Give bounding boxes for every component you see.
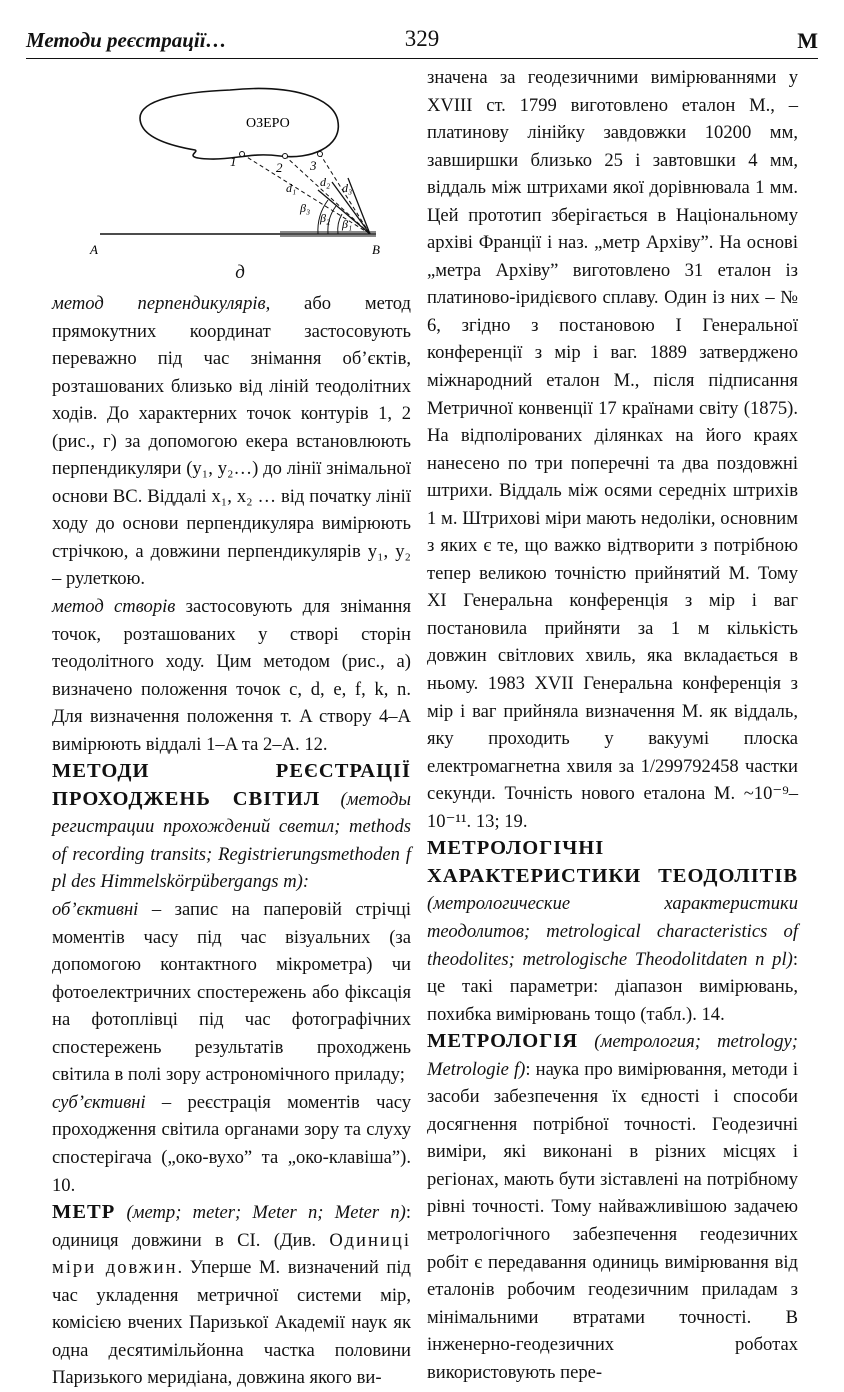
d1-label: d₁ [286,181,297,195]
running-head: Методи реєстрації… [26,28,227,52]
right-column [427,64,798,1386]
paragraph-subjective: суб’єктивні – реєстрація моментів часу проходження світила органами зору та слуху спостерігача („око-вухо” та „око-клавіша”). 10. [52,1091,411,1196]
point-a-label: A [90,242,98,257]
entry-metre: МЕТР (метр; meter; Meter n; Meter n): одиниця довжини в СІ. (Див. Одиниці міри довжин. Уперше М. визначений під час укладення метричної системи мір, комісією вчених Паризької Академії наук як одна десятимільйонна частка половини Паризького меридіана, довжина якого ви- [52,1201,411,1389]
entry-metrology: МЕТРОЛОГІЯ (метрология; metrology; Metrologie f): наука про вимірювання, методи і засоби забезпечення їх єдності і способи досягнення потрібної точності. Геодезичні виміри, які виконані в різних місцях і регіонах, мають бути зіставлені на потрібному рівні точності. Тому найважливішою задачею метрологічного забезпечення геодезичних робіт є передавання одиниць вимірювання від еталонів робочим геодезичним приладам з мінімальними втратами точності. В інженерно-геодезичних роботах використовують пере- [427,1030,798,1383]
page-number: 329 [404,26,440,51]
beta3-label: β₃ [300,201,311,215]
paragraph-metre-continued: значена за геодезичними вимірюваннями у XVIII ст. 1799 виготовлено еталон М., – платинову лінійку завдовжки 10200 мм, завширшки близько 25 і завтовшки 4 мм, віддаль між штрихами якої дорівнювала 1 мм. Цей прототип зберігається в Національному архіві Франції і наз. „метр Архіву”. На основі „метра Архіву” виготовлено 31 еталон із платиново-іридієвого сплаву. Один із них – № 6, згідно з постановою І Генеральної конференції з мір і ваг. 1889 затверджено міжнародний еталон М., після підписання Метричної конвенції 17 країнами світу (1875). На відполірованих ділянках на його краях нанесено по три поперечні та два поздовжні штрихи. Віддаль між осями середніх штрихів 1 м. Штрихові міри мають недоліки, основним з яких є те, що важко відтворити з потрібною тепер великою точністю прийнятий М. Тому XI Генеральна конференція з мір і ваг постановила прийняти за 1 м кількість довжин світлових хвиль, яка вкладається в ньому. 1983 XVII Генеральна конференція з мір і ваг прийняла визначення М. як віддаль, яку проходить у вакуумі плоска електромагнетна хвиля за 1/299792458 частки секунди. Точність нового еталона М. ~10⁻⁹–10⁻¹¹. 13; 19. [427,67,798,832]
point-2-label: 2 [276,160,283,175]
entry-metrological-characteristics: МЕТРОЛОГІЧНІ ХАРАКТЕРИСТИКИ ТЕОДОЛІТІВ (метрологические характеристики теодолитов; metrological characteristics of theodolites; metrologische Theodolitdaten n pl): це такі параметри: діапазон вимірювань, похибка вимірювань тощо (табл.). 14. [427,837,798,1025]
figure-d [80,82,400,292]
point-1-label: 1 [230,154,237,169]
d3-label: d₃ [342,181,353,195]
point-3-label: 3 [310,158,317,173]
entry-transit-registration: МЕТОДИ РЕЄСТРАЦІЇ ПРОХОДЖЕНЬ СВІТИЛ (методы регистрации прохождений светил; methods of recording transits; Registrierungsmethoden f pl des Himmelskörpübergangs m): [52,760,411,893]
paragraph-perpendicular-method: метод перпендикулярів, або метод прямокутних координат застосовують переважно під час знімання об’єктів, розташованих близько від ліній теодолітних ходів. До характерних точок контурів 1, 2 (рис., г) за допомогою екера встановлюють перпендикуляри (y₁, y₂…) до лінії знімальної основи BC. Віддалі x₁, x₂ … від початку лінії ходу до основи перпендикуляра вимірюють стрічкою, а довжини перпендикулярів y₁, y₂ – рулеткою. [52,293,411,590]
point-b-label: B [372,242,380,257]
paragraph-objective: об’єктивні – запис на паперовій стрічці моментів часу під час візуальних (за допомогою контактного мікрометра) чи фотоелектричних спостережень або фіксація на фотоплівці під час фотографічних спостережень результатів проходжень світила в полі зору астрономічного приладу; [52,899,411,1086]
figure-diagram [80,82,400,262]
lake-outline [140,89,338,160]
section-letter: М [797,28,818,53]
paragraph-alignment-method: метод створів застосовують для знімання точок, розташованих у створі сторін теодолітного ходу. Цим методом (рис., а) визначено положення точок c, d, e, f, k, n. Для визначення положення т. A створу 4–A вимірюють віддалі 1–A та 2–A. 12. [52,596,412,755]
beta2-label: β₂ [320,211,331,225]
beta1-label: β₁ [342,217,353,231]
lake-label: ОЗЕРО [246,116,290,131]
left-column [52,290,411,1392]
d2-label: d₂ [320,175,331,189]
page-header [26,28,818,58]
figure-caption: д [235,262,245,283]
header-rule [26,58,818,59]
